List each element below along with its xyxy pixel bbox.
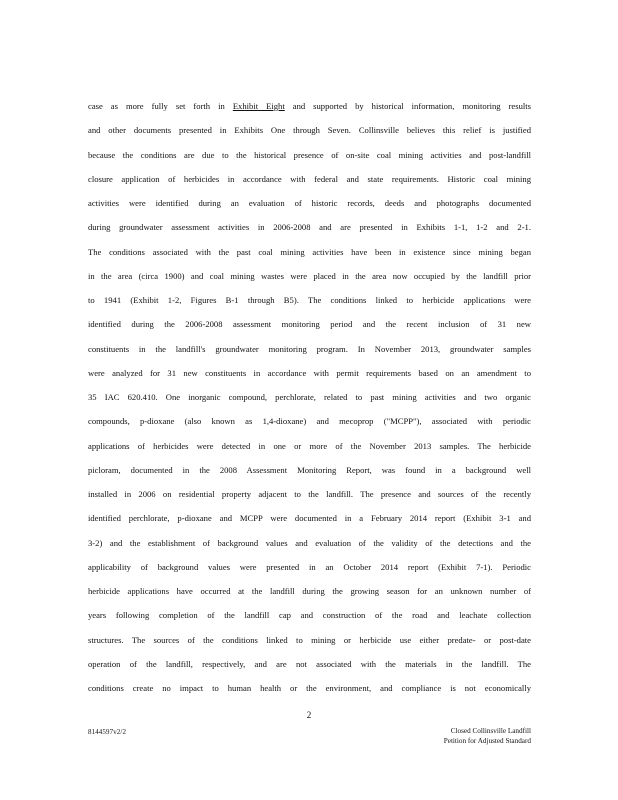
footer-title-line-2: Petition for Adjusted Standard [443, 737, 531, 745]
paragraph-line [88, 458, 531, 482]
paragraph-line [88, 312, 531, 336]
line-text: years following completion of the landfill cap and construction of the road and leachate collection [88, 610, 531, 621]
line-text: identified during the 2006-2008 assessment monitoring period and the recent inclusion of 31 new [88, 319, 531, 330]
paragraph-line [88, 676, 531, 700]
paragraph-line [88, 628, 531, 652]
line-text: applicability of background values were presented in an October 2014 report (Exhibit 7-1). Periodic [88, 561, 531, 572]
line-text: and supported by historical information, monitoring results [284, 101, 532, 111]
page-number: 2 [306, 710, 312, 720]
line-text: operation of the landfill, respectively, and are not associated with the materials in the landfill. The [88, 658, 531, 669]
line-text: The conditions associated with the past coal mining activities have been in existence since mining began [88, 246, 531, 257]
paragraph-line [88, 482, 531, 506]
paragraph-line [88, 288, 531, 312]
line-text: in the area (circa 1900) and coal mining wastes were placed in the area now occupied by the landfill prior [88, 270, 531, 281]
paragraph-line [88, 434, 531, 458]
footer-title-line-1: Closed Collinsville Landfill [450, 727, 531, 735]
paragraph-line [88, 264, 531, 288]
body-paragraph [88, 94, 531, 700]
line-text: herbicide applications have occurred at the landfill during the growing season for an unknown number of [88, 586, 531, 596]
footer-title-block [444, 726, 531, 746]
paragraph-line [88, 531, 531, 555]
paragraph-line [88, 361, 531, 385]
line-text: closure application of herbicides in accordance with federal and state requirements. Historic coal mining [88, 173, 531, 184]
paragraph-line [88, 506, 531, 530]
line-text: installed in 2006 on residential property adjacent to the landfill. The presence and sources of the recently [88, 489, 531, 499]
line-text: to 1941 (Exhibit 1-2, Figures B-1 through B5). The conditions linked to herbicide applications were [88, 295, 531, 305]
paragraph-line [88, 555, 531, 579]
line-text: were analyzed for 31 new constituents in accordance with permit requirements based on an amendment to [88, 367, 531, 378]
line-text: picloram, documented in the 2008 Assessment Monitoring Report, was found in a background well [88, 464, 531, 475]
line-text: conditions create no impact to human health or the environment, and compliance is not economically [88, 683, 531, 693]
paragraph-line [88, 579, 531, 603]
paragraph-line [88, 240, 531, 264]
line-text: 3-2) and the establishment of background values and evaluation of the validity of the detections and the [88, 537, 531, 548]
paragraph-line [88, 215, 531, 239]
line-text: constituents in the landfill's groundwater monitoring program. In November 2013, groundwater samples [88, 343, 531, 354]
paragraph-line [88, 191, 531, 215]
line-text: compounds, p-dioxane (also known as 1,4-dioxane) and mecoprop ("MCPP"), associated with periodic [88, 416, 531, 427]
line-text: 35 IAC 620.410. One inorganic compound, perchlorate, related to past mining activities and two organic [88, 392, 531, 402]
line-text: during groundwater assessment activities in 2006-2008 and are presented in Exhibits 1-1, 1-2 and 2-1. [88, 222, 531, 233]
paragraph-line [88, 167, 531, 191]
line-text: structures. The sources of the conditions linked to mining or herbicide use either predate- or post-date [88, 634, 531, 645]
paragraph-line [88, 603, 531, 627]
paragraph-line [88, 337, 531, 361]
line-text: identified perchlorate, p-dioxane and MCPP were documented in a February 2014 report (Exhibit 3-1 and [88, 513, 531, 524]
line-text: applications of herbicides were detected in one or more of the November 2013 samples. The herbicide [88, 440, 531, 451]
paragraph-line [88, 409, 531, 433]
line-text: case as more fully set forth in [88, 101, 233, 111]
paragraph-line [88, 118, 531, 142]
line-text: because the conditions are due to the historical presence of on-site coal mining activities and post-landfill [88, 149, 531, 160]
paragraph-line [88, 94, 531, 118]
paragraph-line [88, 385, 531, 409]
line-text: and other documents presented in Exhibits One through Seven. Collinsville believes this relief is justified [88, 125, 531, 136]
exhibit-reference-link[interactable]: Exhibit Eight [232, 101, 285, 111]
line-text: activities were identified during an evaluation of historic records, deeds and photographs documented [88, 198, 531, 208]
paragraph-line [88, 143, 531, 167]
paragraph-line [88, 652, 531, 676]
document-id: 8144597v2/2 [88, 728, 127, 736]
